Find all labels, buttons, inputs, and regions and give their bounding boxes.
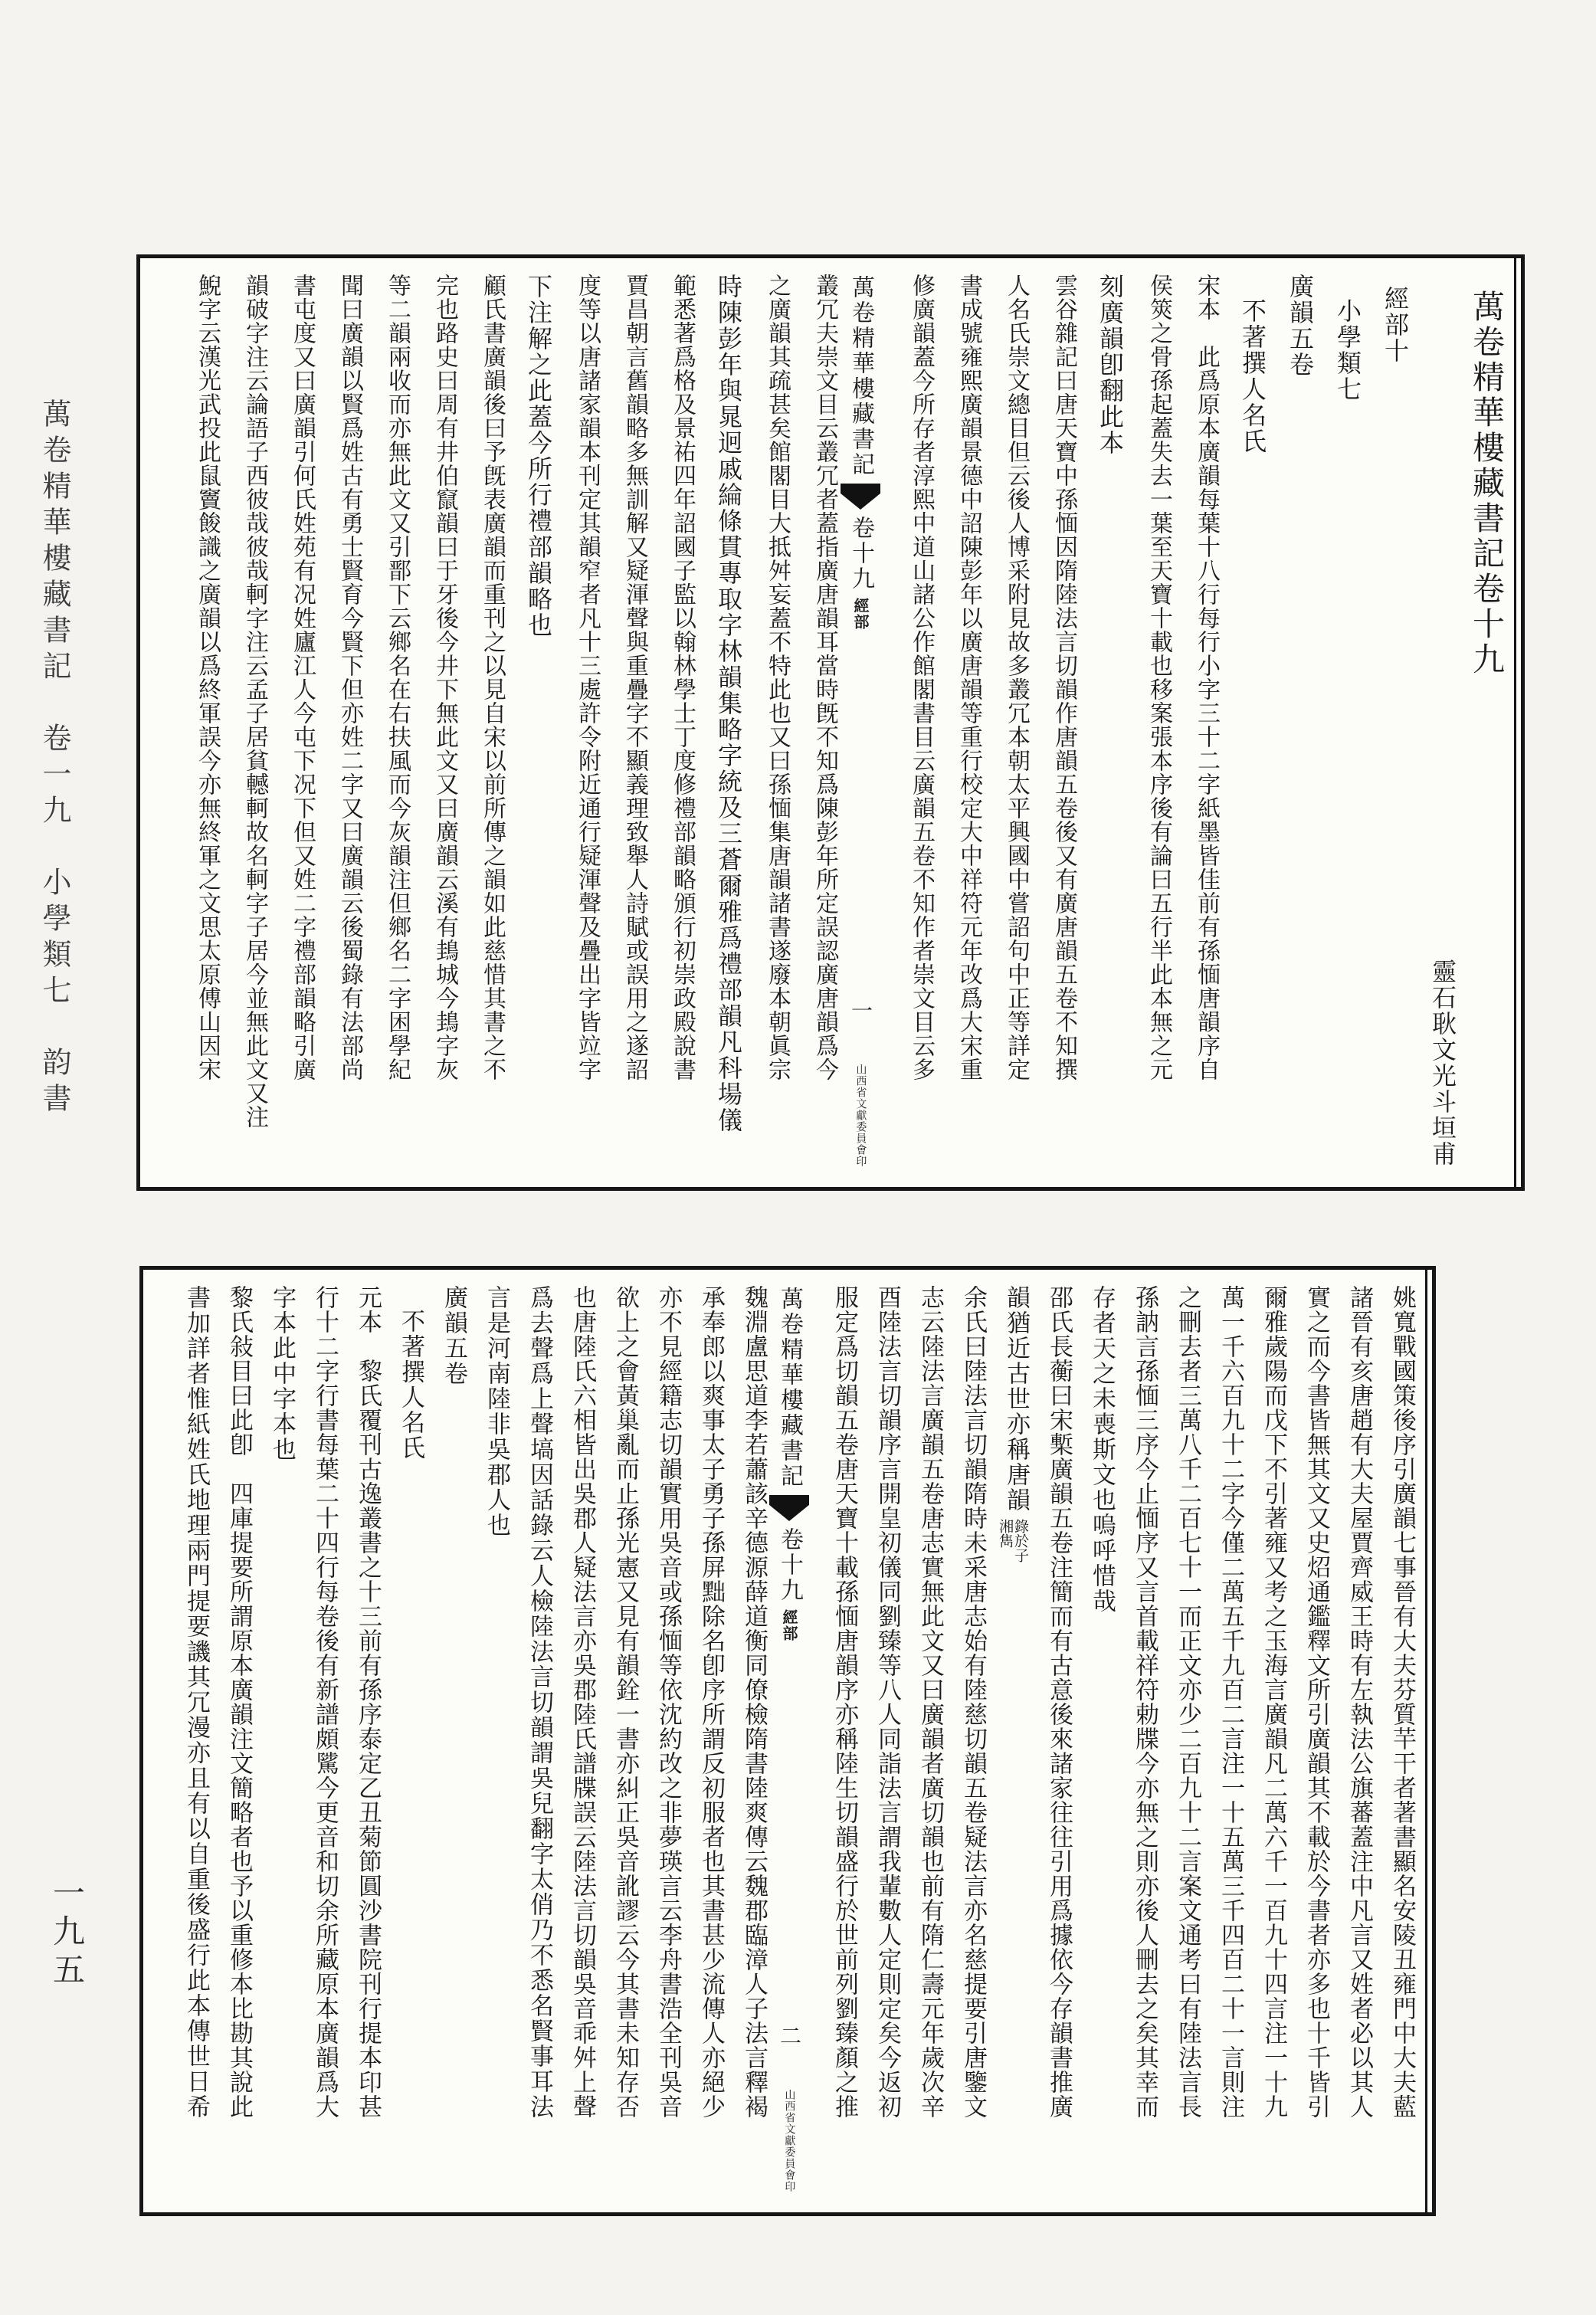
- text-column: 下注解之此蓋今所行禮部韻略也: [524, 274, 553, 638]
- centerfold-part: 經部: [780, 1609, 798, 1641]
- text-column: 範悉著爲格及景祐四年詔國子監以翰林學士丁度修禮部韻略頒行初崇政殿說書: [669, 274, 696, 1081]
- spine-margin-label: 萬卷精華樓藏書記 卷一九 小學類七 韵書: [38, 398, 71, 1119]
- text-column: 完也路史曰周有井伯竄韻曰于牙後今井下無此文又曰廣韻云溪有䳏城今䳏字灰: [431, 274, 458, 1081]
- centerfold-column: [836, 274, 885, 1172]
- text-column: 酉陸法言切韻序言開皇初儀同劉臻等八人同詣法言謂我輩數人定則定矣今返初: [873, 1285, 901, 2119]
- text-column: 服定爲切韻五卷唐天寶十載孫愐唐韻序亦稱陸生切韻盛行於世前列劉臻顏之推: [831, 1285, 858, 2119]
- text-column: 行十二字行書每葉二十四行每卷後有新譜頗騭今更音和切余所藏原本廣韻爲大: [311, 1285, 339, 2119]
- text-column: 時陳彭年與晁迥戚綸條貫專取字林韻集略字統及三蒼爾雅爲禮部韻凡科場儀: [714, 274, 743, 1133]
- text-column: 刻廣韻卽翻此本: [1096, 274, 1125, 456]
- entry-title-column: 廣韻五卷: [440, 1285, 467, 1386]
- text-block-bottom: [139, 1266, 1436, 2216]
- columns-top: [159, 274, 1506, 1172]
- centerfold-page-number: 一: [848, 999, 873, 1021]
- centerfold-part: 經部: [851, 598, 870, 630]
- centerfold-column: [765, 1285, 813, 2197]
- text-column: 也唐陸氏六相皆出吳郡人疑法言亦吳郡陸氏譜牒誤云陸法言切韻吳音乖舛上聲: [569, 1285, 596, 2119]
- text-column: 孫訥言孫愐三序今止愐序又言首載祥符勅牒今亦無之則亦後人刪去之矣其幸而: [1131, 1285, 1158, 2119]
- text-column: 志云陸法言廣韻五卷唐志實無此文又曰廣韻者廣切韻也前有隋仁壽元年歲次辛: [916, 1285, 944, 2119]
- text-column: 余氏曰陸法言切韻隋時未采唐志始有陸慈切韻五卷疑法言亦名慈提要引唐鑒文: [959, 1285, 987, 2119]
- text-column: 侯筴之骨孫起蓋失去一葉至天寶十載也移案張本序後有論曰五行半此本無之元: [1145, 274, 1172, 1081]
- entry-title-column: 廣韻五卷: [1286, 274, 1315, 378]
- text-column: 姚寬戰國策後序引廣韻七事晉有大夫芬質芉干者著書顯名安陵丑雍門中大夫藍: [1388, 1285, 1416, 2119]
- text-column: 亦不見經籍志切韻實用吳音或孫愐等依沈約改之非夢瑛言云李舟書浩全刊吳音: [654, 1285, 682, 2119]
- text-column: 存者天之未喪斯文也嗚呼惜哉: [1088, 1285, 1116, 1614]
- text-column: 顧氏書廣韻後曰予旣表廣韻而重刊之以見自宋以前所傳之韻如此慈惜其書之不: [479, 274, 506, 1081]
- text-column: 書成號雍熙廣韻景德中詔陳彭年以廣唐韻等重行校定大中祥符元年改爲大宋重: [955, 274, 982, 1081]
- folio-number: 一九五: [48, 1876, 86, 1991]
- text-column: 之廣韻其疏甚矣館閣目大抵舛妄蓋不特此也又曰孫愐集唐韻諸書遂廢本朝眞宗: [764, 274, 791, 1081]
- fishtail-mark: [769, 1495, 809, 1521]
- text-column: 書屯度又曰廣韻引何氏姓苑有况姓廬江人今屯下况下但又姓二字禮部韻略引廣: [289, 274, 316, 1081]
- text-column: 承奉郎以爽事太子勇子孫屏黜除名卽序所謂反初服者也其書甚少流傳人亦絕少: [697, 1285, 725, 2119]
- text-column: 度等以唐諸家韻本刊定其韻窄者凡十三處許令附近通行疑渾聲及疊出字皆竝字: [574, 274, 601, 1081]
- centerfold-imprint: 山西省文獻委員會印: [854, 1064, 867, 1167]
- text-column: 聞曰廣韻以賢爲姓古有勇士賢育今賢下但亦姓二字又曰廣韻云後蜀錄有法部尚: [336, 274, 363, 1081]
- text-column: 叢冗夫崇文目云叢冗者蓋指廣唐韻耳當時旣不知爲陳彭年所定誤認廣唐韻爲今: [811, 274, 838, 1081]
- text-column: 等二韻兩收而亦無此文又引鄑下云鄉名在右扶風而今灰韻注但鄉名二字困學紀: [384, 274, 411, 1081]
- text-column: 欲上之會黃巢亂而止孫光憲又見有韻銓一書亦糾正吳音訛謬云今其書未知存否: [611, 1285, 639, 2119]
- text-column: 爾雅歲陽而戊下不引著雍又考之玉海言廣韻凡二萬六千一百九十四言注一十九: [1260, 1285, 1287, 2119]
- entry-byline-column: 不著撰人名氏: [397, 1309, 424, 1461]
- centerfold-chapter: 卷十九: [847, 516, 874, 592]
- text-column: 爲去聲爲上聲塙因話錄云人檢陸法言切韻謂吳兒翻字太俏乃不悉名賢事耳法: [526, 1285, 553, 2120]
- text-column: 實之而今書皆無其文又史炤通鑑釋文所引廣韻其不載於今書者亦多也十千皆引: [1303, 1285, 1330, 2119]
- text-column: 修廣韻蓋今所存者淳熙中道山諸公作館閣書目云廣韻五卷不知作者崇文目云多: [908, 274, 935, 1081]
- text-column: 之刪去者三萬八千二百七十一而正文亦少二百九十二言案文通考曰有陸法言長: [1174, 1285, 1201, 2119]
- interlinear-note: 錄於子 湘雋: [997, 1519, 1029, 1562]
- text-column: 黎氏敍目曰此卽 四庫提要所謂原本廣韻注文簡略者也予以重修本比勘其說此: [225, 1285, 253, 2119]
- fishtail-mark: [841, 484, 880, 510]
- text-column: 韻猶近古世亦稱唐韻 錄於子 湘雋: [997, 1285, 1030, 1562]
- centerfold-title: 萬卷精華樓藏書記: [776, 1287, 803, 1489]
- author-column: 靈石耿文光斗垣甫: [1428, 959, 1457, 1167]
- text-column: 鯢字云漢光武投此鼠竇餕識之廣韻以爲終軍誤今亦無終軍之文思太原傅山因宋: [194, 274, 221, 1081]
- centerfold-page-number: 二: [777, 2025, 802, 2046]
- text-column: 元本 黎氏覆刊古逸叢書之十三前有孫序泰定乙丑菊節圓沙書院刊行提本印甚: [354, 1285, 382, 2119]
- text-column: 字本此中字本也: [268, 1285, 296, 1462]
- text-block-top: [136, 254, 1525, 1191]
- text-column: 雲谷雜記曰唐天寶中孫愐因隋陸法言切韻作唐韻五卷後又有廣唐韻五卷不知撰: [1050, 274, 1077, 1081]
- centerfold-chapter: 卷十九: [776, 1527, 803, 1603]
- text-column: 魏淵盧思道李若蕭該辛德源薛道衡同僚檢隋書陸爽傳云魏郡臨漳人子法言釋褐: [740, 1285, 768, 2119]
- title-column: 萬卷精華樓藏書記卷十九: [1468, 290, 1506, 677]
- text-column: 宋本 此爲原本廣韻每葉十八行每行小字三十二字紙墨皆佳前有孫愐唐韻序自: [1193, 274, 1220, 1081]
- centerfold-imprint: 山西省文獻委員會印: [783, 2089, 796, 2192]
- text-column: 諸晉有亥唐趙有大夫屋賈齊威王時有左執法公旗蕃蓋注中凡言又姓者必以其人: [1345, 1285, 1373, 2119]
- section-heading-column: 小學類七: [1333, 298, 1362, 402]
- text-column: 萬一千六百九十二字今僅二萬五千九百二言注一十五萬三千四百二十一言則注: [1217, 1285, 1244, 2119]
- text-column: 書加詳者惟紙姓氏地理兩門提要譏其冗漫亦且有以自重後盛行此本傳世日希: [182, 1285, 210, 2120]
- text-column: 人名氏崇文總目但云後人博采附見故多叢冗本朝太平興國中嘗詔句中正等詳定: [1003, 274, 1030, 1081]
- entry-byline-column: 不著撰人名氏: [1238, 298, 1267, 454]
- text-column: 韻破字注云論語子西彼哉彼哉軻字注云孟子居貧轗軻故名軻字子居今並無此文又注: [241, 274, 268, 1129]
- centerfold-title: 萬卷精華樓藏書記: [847, 275, 874, 477]
- text-column: 邵氏長蘅曰宋槧廣韻五卷注簡而有古意後來諸家往往引用爲據依今存韻書推廣: [1045, 1285, 1073, 2119]
- section-heading-column: 經部十: [1381, 286, 1410, 364]
- text-column: 賈昌朝言舊韻略多無訓解又疑渾聲與重疊字不顯義理致舉人詩賦或誤用之遂詔: [621, 274, 648, 1081]
- text-column: 言是河南陸非吳郡人也: [483, 1285, 510, 1538]
- columns-bottom: [162, 1285, 1414, 2197]
